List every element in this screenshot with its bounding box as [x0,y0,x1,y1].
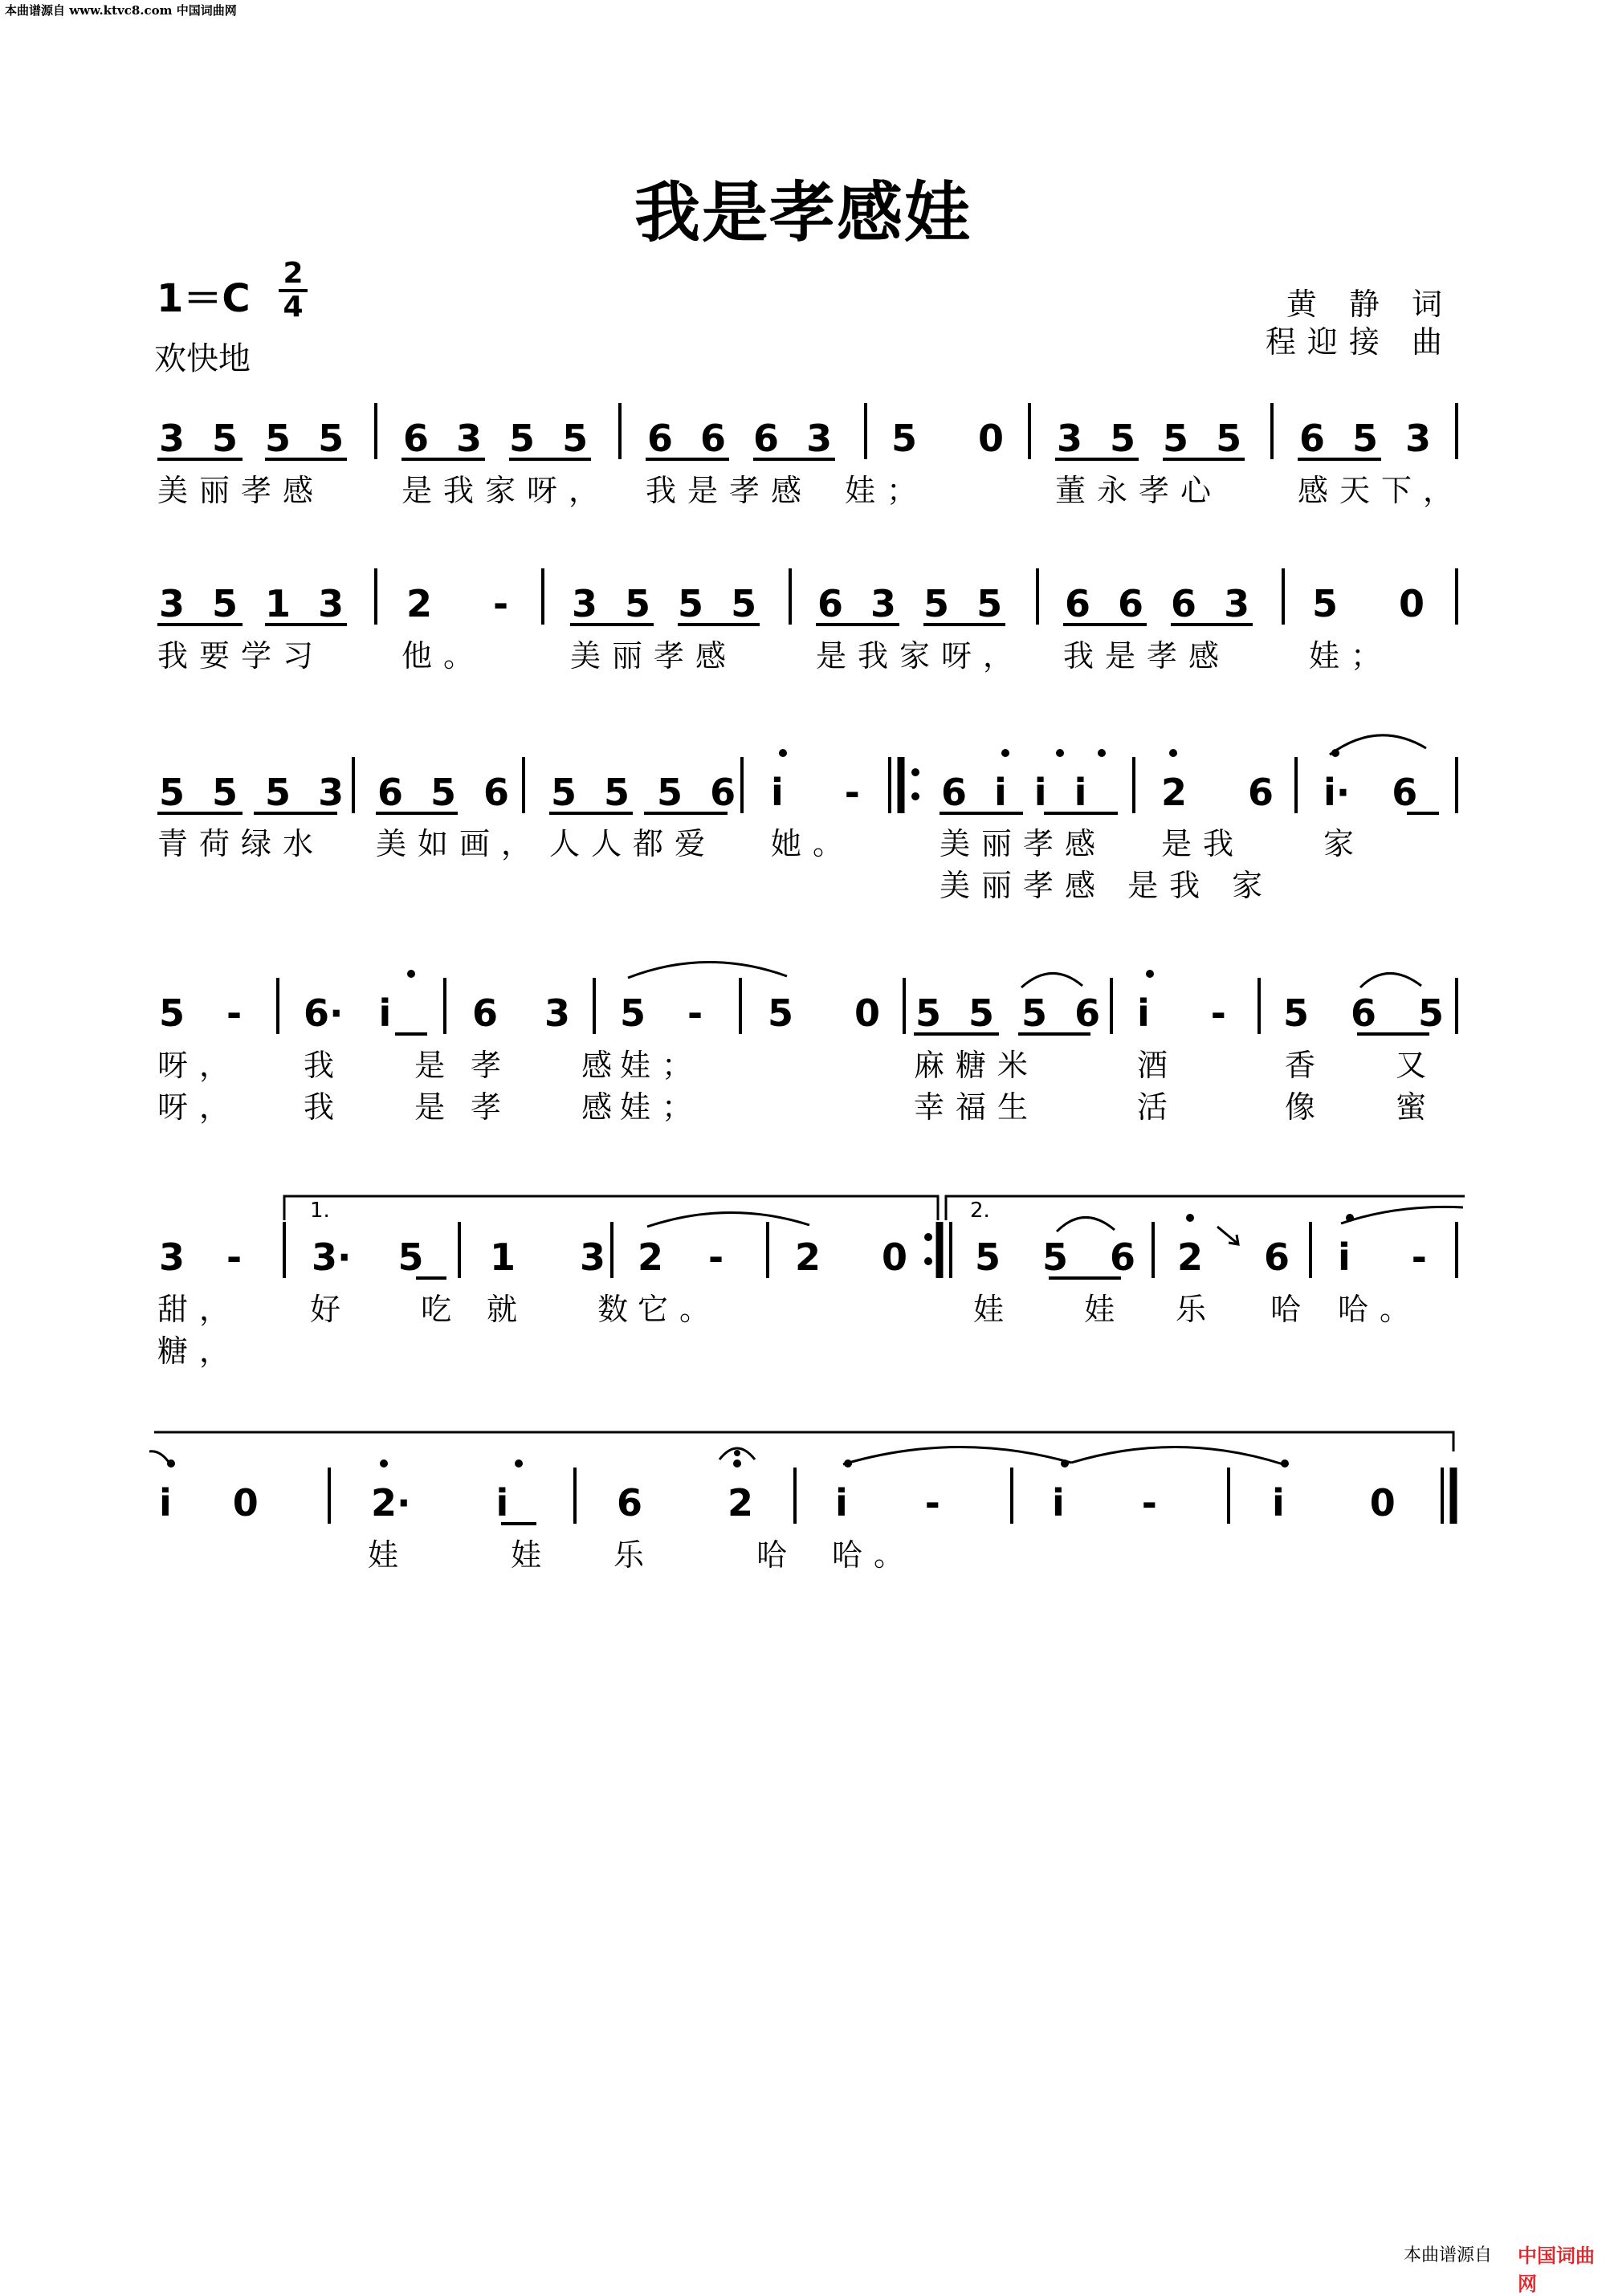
row6-lyric-2: 娃 娃 [368,1537,553,1573]
row4-measure-1: 5 - [159,991,243,1035]
row5-measure-6: 5 5 6 [975,1236,1136,1279]
row2-measure-3: 3 5 5 5 [572,582,757,625]
volta-2-label: 2. [970,1199,990,1223]
key-signature: 1＝C [157,276,251,321]
row6-lyric-3: 乐 哈 [613,1537,799,1573]
row5-lyric-6: 娃 娃 [973,1292,1127,1327]
row4-verse2-8: 像 蜜 [1285,1089,1438,1125]
row1-lyric-5: 董永孝心 [1055,473,1223,508]
row5-lyric-2: 好 吃 [310,1292,463,1327]
row1-lyric-1: 美丽孝感 [157,473,325,508]
row4-measure-8: 5 6 5 [1283,991,1445,1035]
row5-measure-1: 3 - [159,1236,243,1279]
row5-measure-4: 2 - [638,1236,724,1279]
score-row-5 [157,1196,1465,1369]
row6-measure-1: i 0 [159,1481,259,1525]
row1-measure-1: 3 5 5 5 [159,417,344,460]
row5-verse2-1: 糖， [157,1333,242,1369]
row2-lyric-3: 美丽孝感 [570,638,738,674]
row4-lyric-2: 我 是 [304,1048,457,1083]
row5-lyric-1: 甜， [157,1292,242,1327]
row4-lyric-7: 酒 [1137,1048,1180,1083]
row2-measure-1: 3 5 1 3 [159,582,344,625]
row4-measure-6: 5 5 5 6 [915,991,1101,1035]
score-row-3 [157,735,1457,903]
time-bottom: 4 [283,291,304,324]
row6-lyric-4: 哈。 [832,1537,916,1573]
row5-lyric-3: 就 数 [487,1292,640,1327]
row4-verse2-4: 娃； [620,1089,704,1125]
row3-lyric-5: 美丽孝感 [940,826,1107,861]
row3-measure-2: 6 5 6 [377,771,510,814]
row4-verse2-7: 活 [1137,1089,1180,1125]
row2-lyric-1: 我要学习 [157,638,325,674]
score-row-2 [157,568,1457,674]
row4-lyric-4: 娃； [620,1048,704,1083]
score-row-1 [157,403,1465,508]
row5-measure-8: i - [1338,1236,1427,1279]
row1-lyric-4: 娃； [845,473,929,508]
score-row-6 [149,1432,1453,1573]
row4-measure-3: 6 3 [472,991,571,1035]
row1-measure-6: 6 5 3 [1299,417,1432,460]
row5-measure-7: 2 6 [1177,1236,1290,1279]
row4-measure-2: 6· i [304,991,392,1035]
row4-measure-4: 5 - [620,991,703,1035]
row2-lyric-2: 他。 [402,638,486,674]
row4-verse2-6: 幸福生 [914,1089,1040,1125]
row4-measure-7: i - [1137,991,1226,1035]
header-source-text: 本曲谱源自 www.ktvc8.com 中国词曲网 [5,3,237,18]
time-top: 2 [283,257,304,290]
row3-measure-1: 5 5 5 3 [159,771,344,814]
row1-measure-2: 6 3 5 5 [403,417,589,460]
row3-lyric-4: 她。 [771,826,855,861]
row5-measure-3: 1 3 [490,1236,606,1279]
row3-measure-3: 5 5 5 6 [551,771,736,814]
row2-measure-5: 6 6 6 3 [1065,582,1250,625]
row4-lyric-1: 呀， [157,1048,242,1083]
row6-measure-2: 2· i [371,1481,509,1525]
row1-lyric-2: 是我家呀， [402,473,611,508]
row3-measure-5: 6 i i i [941,771,1087,814]
row4-measure-5: 5 0 [768,991,881,1035]
row1-measure-3: 6 6 6 3 [647,417,833,460]
row3-measure-6: 2 6 [1161,771,1274,814]
row4-verse2-2: 我 是 [304,1089,457,1125]
row2-lyric-5: 我是孝感 [1063,638,1231,674]
row2-measure-6: 5 0 [1312,582,1425,625]
row5-lyric-8: 哈。 [1338,1292,1422,1327]
row1-lyric-3: 我是孝感 [646,473,813,508]
row3-lyric-1: 青荷绿水 [157,826,325,861]
row3-lyric-verse2: 美丽孝感 是我 家 [940,868,1274,903]
volta-1-label: 1. [310,1199,330,1223]
score-row-4 [157,962,1457,1125]
row3-lyric-3: 人人都爱 [549,826,717,861]
row5-lyric-4: 它。 [638,1292,722,1327]
row5-lyric-7: 乐 哈 [1176,1292,1313,1327]
footer-source-label: 本曲谱源自 [1404,2245,1493,2265]
row6-measure-3: 6 2 [617,1481,754,1525]
song-title: 我是孝感娃 [634,174,972,251]
composer-credit: 程迎接 曲 [1265,324,1453,360]
row2-lyric-6: 娃； [1309,638,1393,674]
row6-measure-6: i 0 [1272,1481,1396,1525]
row2-measure-2: 2 - [406,582,509,625]
row4-verse2-1: 呀， [157,1089,242,1125]
footer-site-logo: 中国词曲网 [1518,2245,1595,2295]
row3-measure-4: i - [771,771,860,814]
row1-measure-4: 5 0 [891,417,1005,460]
row3-lyric-2: 美如画， [376,826,544,861]
row6-measure-4: i - [835,1481,940,1525]
row6-measure-5: i - [1052,1481,1157,1525]
row1-lyric-6: 感天下， [1298,473,1465,508]
lyricist-credit: 黄 静 词 [1286,287,1453,322]
row4-lyric-6: 麻糖米 [914,1048,1040,1083]
row5-measure-2: 3· 5 [312,1236,424,1279]
row4-verse2-3: 孝 感 [471,1089,624,1125]
row3-lyric-7: 家 [1323,826,1366,861]
row3-lyric-6: 是我 [1161,826,1245,861]
row2-measure-4: 6 3 5 5 [817,582,1003,625]
row5-measure-5: 2 0 [795,1236,908,1279]
row1-measure-5: 3 5 5 5 [1057,417,1242,460]
row4-lyric-8: 香 又 [1285,1048,1438,1083]
row2-lyric-4: 是我家呀， [816,638,1025,674]
row3-measure-7: i· 6 [1323,771,1418,814]
tempo-marking: 欢快地 [154,340,251,377]
row4-lyric-3: 孝 感 [471,1048,624,1083]
